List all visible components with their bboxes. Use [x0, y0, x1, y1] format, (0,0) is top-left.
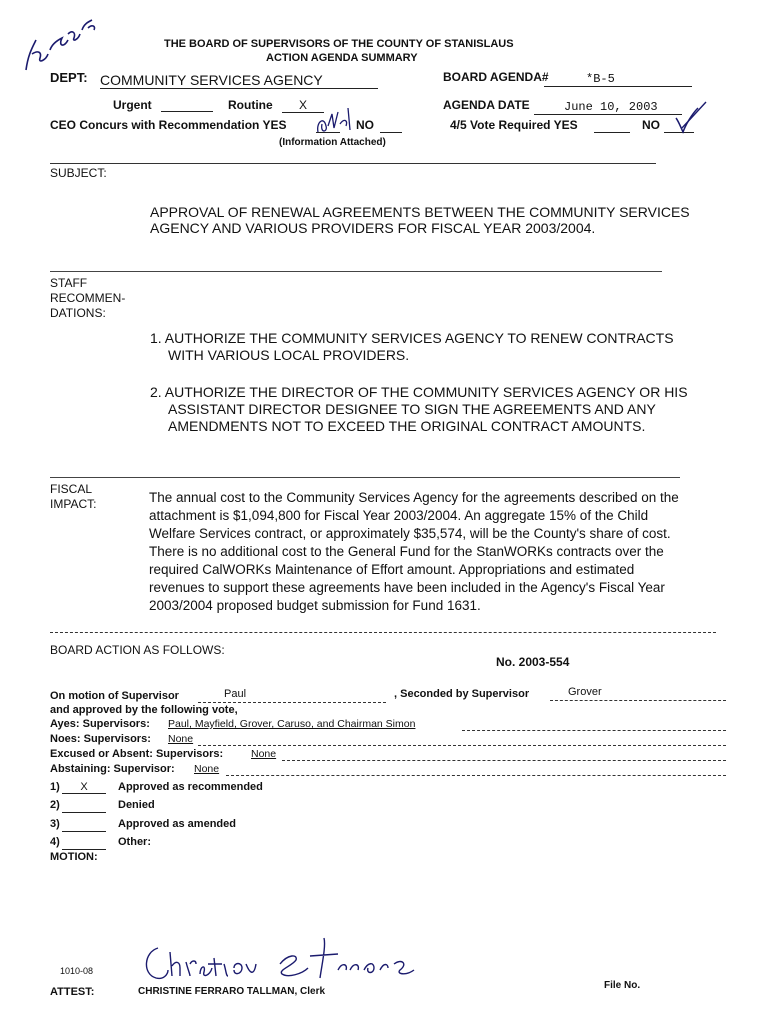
- recommendation-2-line3: AMENDMENTS NOT TO EXCEED THE ORIGINAL CONTRACT AMOUNTS.: [168, 418, 646, 434]
- fiscal-line-6: revenues to support these agreements have been included in the Agency's Fiscal Year: [149, 580, 665, 595]
- ceo-concurs-label: CEO Concurs with Recommendation YES: [50, 118, 287, 132]
- board-action-heading: BOARD ACTION AS FOLLOWS:: [50, 643, 225, 657]
- staff-label-line2: RECOMMEN-: [50, 291, 126, 305]
- dept-label: DEPT:: [50, 70, 88, 85]
- seconded-blank: [550, 700, 726, 701]
- clerk-signature: [138, 934, 428, 986]
- staff-label-line1: STAFF: [50, 276, 88, 290]
- motion-label: On motion of Supervisor: [50, 690, 179, 702]
- vote-no-check-icon: [674, 106, 700, 134]
- motion-value: Paul: [224, 688, 247, 700]
- option-2-mark: [62, 799, 106, 813]
- routine-mark: X: [282, 98, 324, 113]
- seconded-value: Grover: [568, 686, 602, 698]
- file-number-label: File No.: [604, 980, 641, 991]
- ceo-initials-mark: [314, 106, 362, 136]
- recommendation-1-line2: WITH VARIOUS LOCAL PROVIDERS.: [168, 347, 410, 363]
- fiscal-line-2: attachment is $1,094,800 for Fiscal Year 2003/2004. An aggregate 15% of the Child: [149, 508, 649, 523]
- motion-heading: MOTION:: [50, 851, 98, 863]
- routine-label: Routine: [228, 98, 273, 112]
- option-4-mark: [62, 836, 106, 850]
- ceo-no-blank: [380, 132, 402, 133]
- option-1-label: Approved as recommended: [118, 781, 263, 793]
- separator-staff: [50, 271, 662, 272]
- seconded-label: , Seconded by Supervisor: [394, 688, 530, 700]
- separator-subject: [50, 163, 656, 164]
- header-title-line1: THE BOARD OF SUPERVISORS OF THE COUNTY OF STANISLAUS: [164, 38, 514, 50]
- subject-label: SUBJECT:: [50, 166, 107, 180]
- recommendation-2-line1: 2. AUTHORIZE THE DIRECTOR OF THE COMMUNITY SERVICES AGENCY OR HIS: [150, 384, 688, 400]
- subject-line1: APPROVAL OF RENEWAL AGREEMENTS BETWEEN THE COMMUNITY SERVICES: [150, 204, 690, 220]
- option-2-label: Denied: [118, 799, 155, 811]
- ayes-value: Paul, Mayfield, Grover, Caruso, and Chairman Simon: [168, 718, 416, 730]
- header-title-line2: ACTION AGENDA SUMMARY: [266, 52, 418, 64]
- recommendation-2-line2: ASSISTANT DIRECTOR DESIGNEE TO SIGN THE AGREEMENTS AND ANY: [168, 401, 656, 417]
- staff-label-line3: DATIONS:: [50, 306, 106, 320]
- board-agenda-label: BOARD AGENDA#: [443, 70, 549, 84]
- ayes-label: Ayes: Supervisors:: [50, 718, 150, 730]
- excused-label: Excused or Absent: Supervisors:: [50, 748, 224, 760]
- excused-blank: [282, 760, 726, 761]
- vote-yes-blank: [594, 132, 630, 133]
- information-attached: (Information Attached): [279, 137, 386, 148]
- approved-by-text: and approved by the following vote,: [50, 704, 238, 716]
- option-3-label: Approved as amended: [118, 818, 236, 830]
- agenda-date-label: AGENDA DATE: [443, 98, 530, 112]
- noes-blank: [198, 745, 726, 746]
- fiscal-line-4: There is no additional cost to the General Fund for the StanWORKs contracts over the: [149, 544, 664, 559]
- motion-blank: [198, 702, 386, 703]
- board-agenda-value: *B-5: [544, 72, 692, 87]
- recommendation-1-line1: 1. AUTHORIZE THE COMMUNITY SERVICES AGENCY TO RENEW CONTRACTS: [150, 330, 674, 346]
- urgent-label: Urgent: [113, 98, 152, 112]
- ayes-blank: [462, 730, 726, 731]
- ceo-no-label: NO: [356, 118, 374, 132]
- fiscal-line-1: The annual cost to the Community Services Agency for the agreements described on the: [149, 490, 679, 505]
- option-4-label: Other:: [118, 836, 151, 848]
- clerk-name: CHRISTINE FERRARO TALLMAN, Clerk: [138, 986, 326, 997]
- action-number: No. 2003-554: [496, 655, 570, 669]
- separator-board-action: [50, 632, 716, 633]
- fiscal-line-3: Welfare Services contract, or approximately $35,574, will be the County's share of cost.: [149, 526, 671, 541]
- vote-required-label: 4/5 Vote Required YES: [450, 118, 578, 132]
- noes-value: None: [168, 733, 194, 745]
- option-4-number: 4): [50, 836, 60, 848]
- form-code: 1010-08: [60, 966, 94, 976]
- option-2-number: 2): [50, 799, 60, 811]
- vote-no-label: NO: [642, 118, 660, 132]
- separator-fiscal: [50, 477, 680, 478]
- abstaining-value: None: [194, 763, 220, 775]
- excused-value: None: [251, 748, 277, 760]
- abstaining-blank: [226, 775, 726, 776]
- agenda-date-value: June 10, 2003: [534, 100, 682, 115]
- subject-line2: AGENCY AND VARIOUS PROVIDERS FOR FISCAL YEAR 2003/2004.: [150, 220, 596, 236]
- abstaining-label: Abstaining: Supervisor:: [50, 763, 175, 775]
- option-1-mark: X: [62, 781, 106, 794]
- option-1-number: 1): [50, 781, 60, 793]
- urgent-blank: [161, 111, 213, 112]
- fiscal-label-line1: FISCAL: [50, 482, 93, 496]
- option-3-mark: [62, 818, 106, 832]
- option-3-number: 3): [50, 818, 60, 830]
- fiscal-line-7: 2003/2004 proposed budget submission for Fund 1631.: [149, 598, 481, 613]
- attest-label: ATTEST:: [50, 986, 95, 998]
- fiscal-line-5: required CalWORKs Maintenance of Effort amount. Appropriations and estimated: [149, 562, 635, 577]
- dept-value: COMMUNITY SERVICES AGENCY: [100, 72, 378, 89]
- fiscal-label-line2: IMPACT:: [50, 497, 97, 511]
- noes-label: Noes: Supervisors:: [50, 733, 151, 745]
